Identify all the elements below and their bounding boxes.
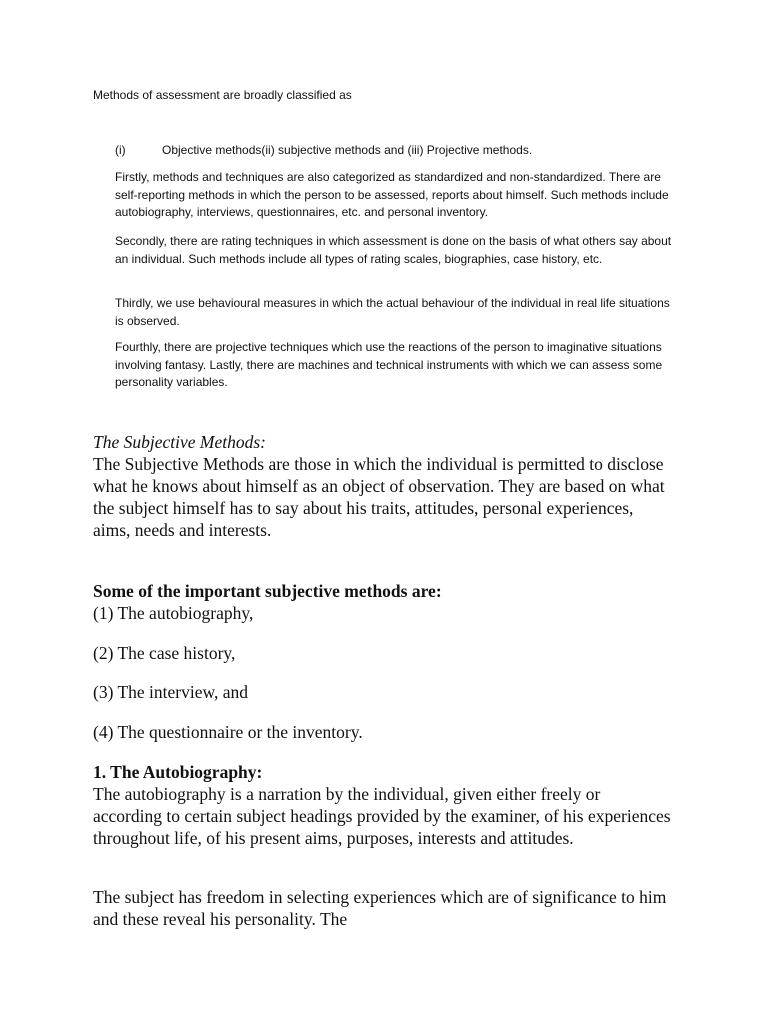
paragraph-fourthly: Fourthly, there are projective techniques which use the reactions of the person to imaginative situations involving fantasy. Lastly, there are machines and technical instruments with which we can assess some personality variables.: [115, 340, 663, 389]
paragraph-thirdly: Thirdly, we use behavioural measures in which the actual behaviour of the individual in real life situations is observed.: [115, 296, 670, 328]
classification-text: Objective methods(ii) subjective methods and (iii) Projective methods.: [162, 143, 533, 157]
list-item: (4) The questionnaire or the inventory.: [93, 722, 363, 742]
list-item: (3) The interview, and: [93, 682, 249, 702]
autobiography-body: The autobiography is a narration by the individual, given either freely or according to certain subject headings provided by the examiner, of his experiences throughout life, of his present aims, purposes, interests and attitudes.: [93, 784, 671, 848]
list-item: (2) The case history,: [93, 643, 236, 663]
intro-line: Methods of assessment are broadly classified as: [93, 88, 352, 102]
subjective-methods-body: The Subjective Methods are those in which the individual is permitted to disclose what he knows about himself as an object of observation. They are based on what the subject himself has to say about his traits, attitudes, personal experiences, aims, needs and interests.: [93, 454, 665, 540]
list-item: (1) The autobiography,: [93, 603, 254, 623]
autobiography-body-continued: The subject has freedom in selecting experiences which are of significance to him and these reveal his personality. The: [93, 887, 667, 929]
paragraph-firstly: Firstly, methods and techniques are also categorized as standardized and non-standardized. There are self-reporting methods in which the person to be assessed, reports about himself. Such methods include autobiography, interviews, questionnaires, etc. and personal inventory.: [115, 170, 669, 219]
subjective-methods-heading: The Subjective Methods:: [93, 432, 267, 452]
classification-number: (i): [115, 143, 126, 157]
paragraph-secondly: Secondly, there are rating techniques in which assessment is done on the basis of what others say about an individual. Such methods include all types of rating scales, biographies, case history, etc.: [115, 234, 672, 266]
autobiography-heading: 1. The Autobiography:: [93, 762, 263, 782]
classification-line: [115, 143, 675, 157]
important-methods-heading: Some of the important subjective methods are:: [93, 581, 442, 601]
